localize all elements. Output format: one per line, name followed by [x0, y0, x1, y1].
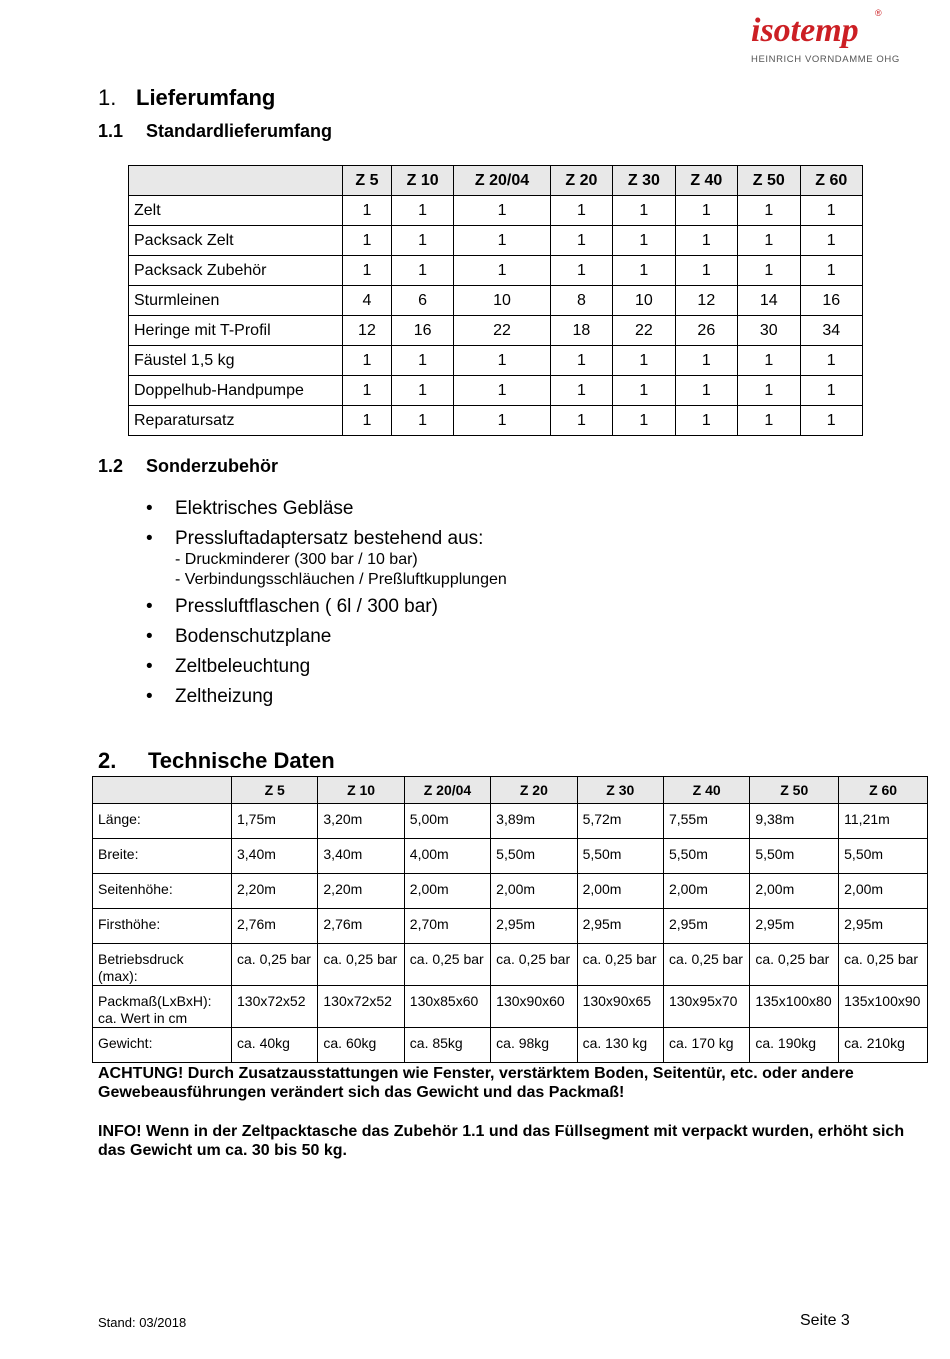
list-item-subline: - Druckminderer (300 bar / 10 bar) [175, 551, 418, 568]
table-cell: 12 [343, 316, 392, 346]
section-number: 1. [98, 85, 117, 110]
list-item [140, 498, 507, 520]
table-cell: 1 [550, 196, 612, 226]
header-empty-cell [129, 166, 343, 196]
table-cell: 2,95m [663, 909, 749, 944]
row-label: Betriebsdruck (max): [93, 944, 232, 986]
column-header: Z 30 [613, 166, 675, 196]
table-cell: 1 [391, 406, 453, 436]
row-label: Breite: [93, 839, 232, 874]
table-cell: 10 [454, 286, 550, 316]
table-cell: 1 [391, 196, 453, 226]
section-number: 2. [98, 748, 117, 773]
table-cell: 1 [675, 376, 737, 406]
table-cell: ca. 0,25 bar [839, 944, 928, 986]
logo-wordmark: isotemp [751, 12, 859, 49]
logo-company-name: HEINRICH VORNDAMME OHG [751, 54, 900, 65]
table-cell: 1 [613, 226, 675, 256]
table-cell: 2,95m [750, 909, 839, 944]
list-item [140, 686, 507, 708]
table-cell: 10 [613, 286, 675, 316]
table-cell: 26 [675, 316, 737, 346]
row-label: Doppelhub-Handpumpe [129, 376, 343, 406]
bullet-icon: • [146, 686, 153, 707]
table-cell: 2,00m [491, 874, 577, 909]
table-cell: 1 [550, 376, 612, 406]
section-1-1-heading [98, 121, 332, 142]
table-cell: 1 [391, 346, 453, 376]
table-cell: 6 [391, 286, 453, 316]
table-cell: 1 [738, 376, 800, 406]
table-cell: 2,20m [318, 874, 404, 909]
list-item-text: Pressluftflaschen ( 6l / 300 bar) [175, 596, 438, 617]
column-header: Z 20 [491, 777, 577, 804]
table-cell: 22 [454, 316, 550, 346]
table-cell: 2,76m [232, 909, 318, 944]
table-cell: ca. 0,25 bar [663, 944, 749, 986]
footer-page-number: Seite 3 [800, 1312, 850, 1329]
table-cell: 1 [454, 226, 550, 256]
table-cell: 135x100x80 [750, 986, 839, 1028]
info-note: INFO! Wenn in der Zeltpacktasche das Zubehör 1.1 und das Füllsegment mit verpackt wurden, erhöht sich das Gewicht um ca. 30 bis 50 kg. [98, 1123, 905, 1159]
table-cell: 130x85x60 [404, 986, 490, 1028]
table-cell: ca. 190kg [750, 1028, 839, 1063]
table-cell: 1 [613, 196, 675, 226]
column-header: Z 20/04 [454, 166, 550, 196]
table-cell: 1 [800, 406, 863, 436]
table-cell: 2,00m [577, 874, 663, 909]
table-cell: 1 [800, 376, 863, 406]
table-cell: ca. 210kg [839, 1028, 928, 1063]
table-cell: 1 [613, 256, 675, 286]
table-cell: 1 [454, 406, 550, 436]
table-cell: 1 [800, 226, 863, 256]
table-header-row [93, 777, 928, 804]
table-cell: 1 [613, 346, 675, 376]
table-cell: 130x72x52 [232, 986, 318, 1028]
row-label: Firsthöhe: [93, 909, 232, 944]
table-cell: 2,00m [404, 874, 490, 909]
table-cell: 5,50m [663, 839, 749, 874]
table-cell: 1 [800, 196, 863, 226]
warning-note: ACHTUNG! Durch Zusatzausstattungen wie Fenster, verstärktem Boden, Seitentür, etc. oder andere Gewebeausführungen verändert sich das Gewicht und das Packmaß! [98, 1065, 854, 1101]
table-cell: 2,00m [663, 874, 749, 909]
column-header: Z 40 [663, 777, 749, 804]
row-label: Fäustel 1,5 kg [129, 346, 343, 376]
table-cell: 11,21m [839, 804, 928, 839]
table-row [129, 376, 863, 406]
column-header: Z 10 [318, 777, 404, 804]
table-cell: 14 [738, 286, 800, 316]
table-cell: 1 [343, 376, 392, 406]
table-cell: 1 [800, 256, 863, 286]
table-cell: 2,95m [577, 909, 663, 944]
table-row [129, 406, 863, 436]
bullet-icon: • [146, 596, 153, 617]
table-cell: ca. 0,25 bar [577, 944, 663, 986]
table-cell: 2,70m [404, 909, 490, 944]
table-cell: 5,00m [404, 804, 490, 839]
bullet-icon: • [146, 626, 153, 647]
table-cell: 1 [454, 256, 550, 286]
table-cell: ca. 0,25 bar [318, 944, 404, 986]
section-title: Lieferumfang [136, 85, 276, 110]
table-cell: 3,89m [491, 804, 577, 839]
list-item-text: Bodenschutzplane [175, 626, 332, 647]
table-cell: ca. 0,25 bar [491, 944, 577, 986]
table-cell: 1 [550, 346, 612, 376]
table-cell: 7,55m [663, 804, 749, 839]
table-cell: 1 [550, 226, 612, 256]
table-cell: 1 [343, 346, 392, 376]
table-cell: ca. 0,25 bar [750, 944, 839, 986]
logo-registered-mark: ® [875, 8, 882, 18]
table-cell: 1,75m [232, 804, 318, 839]
table-row [93, 804, 928, 839]
delivery-table [128, 165, 863, 436]
table-cell: 1 [550, 256, 612, 286]
row-label: Packmaß(LxBxH): ca. Wert in cm [93, 986, 232, 1028]
table-row [129, 316, 863, 346]
table-cell: 34 [800, 316, 863, 346]
table-cell: 4,00m [404, 839, 490, 874]
table-cell: 1 [613, 406, 675, 436]
table-cell: 3,40m [318, 839, 404, 874]
table-row [129, 196, 863, 226]
table-cell: 1 [800, 346, 863, 376]
table-cell: 130x90x65 [577, 986, 663, 1028]
table-cell: 1 [343, 196, 392, 226]
table-cell: 5,50m [839, 839, 928, 874]
table-cell: 130x95x70 [663, 986, 749, 1028]
table-cell: 1 [738, 196, 800, 226]
table-cell: 1 [675, 346, 737, 376]
table-cell: 5,50m [577, 839, 663, 874]
bullet-icon: • [146, 656, 153, 677]
table-cell: 9,38m [750, 804, 839, 839]
table-cell: 2,95m [491, 909, 577, 944]
table-row [93, 986, 928, 1028]
table-cell: ca. 130 kg [577, 1028, 663, 1063]
table-row [129, 346, 863, 376]
column-header: Z 30 [577, 777, 663, 804]
table-cell: 5,50m [491, 839, 577, 874]
column-header: Z 5 [343, 166, 392, 196]
table-cell: 1 [391, 376, 453, 406]
table-cell: 1 [675, 196, 737, 226]
accessories-list [140, 498, 507, 716]
column-header: Z 50 [750, 777, 839, 804]
row-label: Gewicht: [93, 1028, 232, 1063]
list-item [140, 626, 507, 648]
row-label: Seitenhöhe: [93, 874, 232, 909]
table-cell: 1 [454, 346, 550, 376]
list-item-text: Zeltbeleuchtung [175, 656, 311, 677]
table-cell: 3,40m [232, 839, 318, 874]
table-cell: 2,20m [232, 874, 318, 909]
list-item [140, 528, 507, 590]
table-cell: 1 [391, 256, 453, 286]
section-title: Technische Daten [148, 748, 335, 773]
footer-stand: Stand: 03/2018 [98, 1315, 187, 1330]
section-2-heading [98, 748, 335, 774]
list-item [140, 596, 507, 618]
table-cell: 1 [738, 226, 800, 256]
table-cell: 1 [738, 256, 800, 286]
table-cell: ca. 60kg [318, 1028, 404, 1063]
table-header-row [129, 166, 863, 196]
technical-data-table [92, 776, 928, 1063]
table-cell: 1 [613, 376, 675, 406]
table-cell: 1 [343, 406, 392, 436]
table-cell: 1 [675, 226, 737, 256]
table-cell: 1 [675, 256, 737, 286]
company-logo [745, 6, 900, 66]
table-cell: 8 [550, 286, 612, 316]
table-cell: 16 [391, 316, 453, 346]
header-empty-cell [93, 777, 232, 804]
table-cell: 1 [454, 376, 550, 406]
list-item [140, 656, 507, 678]
row-label: Packsack Zelt [129, 226, 343, 256]
row-label: Länge: [93, 804, 232, 839]
table-cell: ca. 98kg [491, 1028, 577, 1063]
section-number: 1.2 [98, 456, 124, 476]
table-cell: ca. 0,25 bar [404, 944, 490, 986]
table-cell: 1 [738, 346, 800, 376]
table-row [129, 286, 863, 316]
list-item-text: Elektrisches Gebläse [175, 498, 354, 519]
row-label: Zelt [129, 196, 343, 226]
table-cell: 2,00m [839, 874, 928, 909]
table-row [93, 944, 928, 986]
row-label: Heringe mit T-Profil [129, 316, 343, 346]
table-cell: 130x90x60 [491, 986, 577, 1028]
table-cell: 30 [738, 316, 800, 346]
table-cell: ca. 0,25 bar [232, 944, 318, 986]
column-header: Z 50 [738, 166, 800, 196]
column-header: Z 60 [839, 777, 928, 804]
row-label: Packsack Zubehör [129, 256, 343, 286]
bullet-icon: • [146, 498, 153, 519]
column-header: Z 40 [675, 166, 737, 196]
column-header: Z 20 [550, 166, 612, 196]
table-cell: 1 [738, 406, 800, 436]
table-cell: ca. 170 kg [663, 1028, 749, 1063]
table-row [93, 874, 928, 909]
table-cell: 1 [675, 406, 737, 436]
table-row [129, 226, 863, 256]
table-row [93, 839, 928, 874]
list-item-text: Pressluftadaptersatz bestehend aus: [175, 528, 484, 549]
table-cell: 135x100x90 [839, 986, 928, 1028]
row-label: Sturmleinen [129, 286, 343, 316]
section-title: Standardlieferumfang [146, 121, 333, 141]
table-cell: 5,72m [577, 804, 663, 839]
list-item-subline: - Verbindungsschläuchen / Preßluftkupplungen [175, 571, 507, 588]
column-header: Z 10 [391, 166, 453, 196]
column-header: Z 60 [800, 166, 863, 196]
table-cell: 1 [391, 226, 453, 256]
table-cell: 4 [343, 286, 392, 316]
table-cell: 1 [550, 406, 612, 436]
table-cell: ca. 85kg [404, 1028, 490, 1063]
table-cell: 2,76m [318, 909, 404, 944]
table-cell: 18 [550, 316, 612, 346]
section-1-heading [98, 85, 275, 111]
table-cell: 2,95m [839, 909, 928, 944]
table-cell: 130x72x52 [318, 986, 404, 1028]
row-label: Reparatursatz [129, 406, 343, 436]
table-cell: 12 [675, 286, 737, 316]
section-1-2-heading [98, 456, 278, 477]
table-cell: 2,00m [750, 874, 839, 909]
table-cell: 1 [454, 196, 550, 226]
table-cell: ca. 40kg [232, 1028, 318, 1063]
table-cell: 5,50m [750, 839, 839, 874]
table-row [93, 909, 928, 944]
section-number: 1.1 [98, 121, 124, 141]
list-item-text: Zeltheizung [175, 686, 274, 707]
table-cell: 3,20m [318, 804, 404, 839]
table-row [93, 1028, 928, 1063]
bullet-icon: • [146, 528, 153, 549]
table-cell: 1 [343, 226, 392, 256]
column-header: Z 20/04 [404, 777, 490, 804]
table-cell: 22 [613, 316, 675, 346]
table-cell: 16 [800, 286, 863, 316]
table-cell: 1 [343, 256, 392, 286]
column-header: Z 5 [232, 777, 318, 804]
section-title: Sonderzubehör [146, 456, 279, 476]
table-row [129, 256, 863, 286]
